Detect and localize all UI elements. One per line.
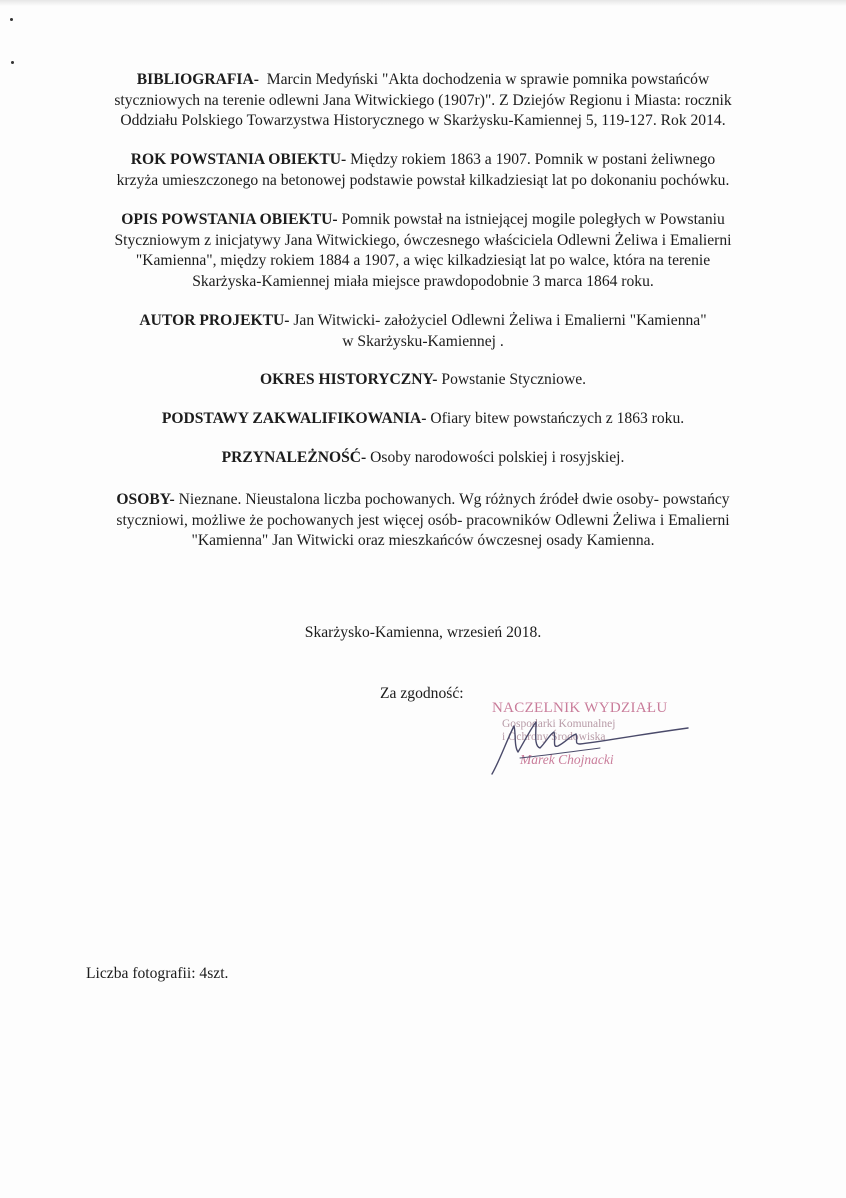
section-label: OKRES HISTORYCZNY- xyxy=(259,371,438,388)
stamp-department-line: i Ochrony Środowiska xyxy=(502,731,606,743)
scan-top-edge xyxy=(0,0,846,6)
certification-label: Za zgodność: xyxy=(380,685,464,702)
section-opis-powstania xyxy=(60,210,786,292)
section-label: ROK POWSTANIA OBIEKTU- xyxy=(130,151,347,168)
section-line: styczniowi, możliwe że pochowanych jest więcej osób- pracowników Odlewni Żeliwa i Emalierni xyxy=(116,511,730,529)
section-line: Styczniowym z inicjatywy Jana Witwickiego, ówczesnego właściciela Odlewni Żeliwa i Emalierni xyxy=(114,231,732,249)
section-line: Oddziału Polskiego Towarzystwa Historycznego w Skarżysku-Kamiennej 5, 119-127. Rok 2014. xyxy=(120,112,726,129)
section-label: PRZYNALEŻNOŚĆ- xyxy=(221,449,367,466)
section-line: "Kamienna" Jan Witwicki oraz mieszkańców ówczesnej osady Kamienna. xyxy=(191,532,655,549)
section-label: PODSTAWY ZAKWALIFIKOWANIA- xyxy=(161,410,427,427)
section-label: BIBLIOGRAFIA- xyxy=(136,71,259,88)
place-date: Skarżysko-Kamienna, wrzesień 2018. xyxy=(304,624,542,641)
section-label: AUTOR PROJEKTU- xyxy=(139,312,290,329)
section-line: Skarżyska-Kamiennej miała miejsce prawdopodobnie 3 marca 1864 roku. xyxy=(192,272,654,290)
photo-count: Liczba fotografii: 4szt. xyxy=(86,965,229,982)
section-autor-projektu xyxy=(60,311,786,352)
section-line: "Kamienna", między rokiem 1884 a 1907, a więc kilkadziesiąt lat po walce, która na terenie xyxy=(135,252,711,269)
section-okres-historyczny xyxy=(60,370,786,391)
scan-speck xyxy=(11,61,14,64)
section-line: Nieznane. Nieustalona liczba pochowanych. Wg różnych źródeł dwie osoby- powstańcy xyxy=(178,491,730,508)
section-line: w Skarżysku-Kamiennej . xyxy=(342,332,504,350)
section-osoby xyxy=(60,490,786,552)
section-line: styczniowych na terenie odlewni Jana Witwickiego (1907r)". Z Dziejów Regionu i Miasta: rocznik xyxy=(114,91,732,109)
section-line: Pomnik powstał na istniejącej mogile poległych w Powstaniu xyxy=(341,211,725,228)
section-line: Powstanie Styczniowe. xyxy=(441,371,587,388)
section-label: OPIS POWSTANIA OBIEKTU- xyxy=(121,211,338,228)
section-line: krzyża umieszczonego na betonowej podstawie powstał kilkadziesiąt lat po dokonaniu pochówku. xyxy=(116,171,730,189)
section-line: Ofiary bitew powstańczych z 1863 roku. xyxy=(430,410,685,427)
section-line: Marcin Medyński "Akta dochodzenia w sprawie pomnika powstańców xyxy=(266,71,710,88)
section-bibliografia xyxy=(60,70,786,132)
stamp-department-line: Gospodarki Komunalnej xyxy=(502,718,616,730)
section-line: Jan Witwicki- założyciel Odlewni Żeliwa i Emalierni "Kamienna" xyxy=(293,312,707,329)
section-label: OSOBY- xyxy=(116,491,175,508)
section-podstawy-zakwalifikowania xyxy=(60,409,786,430)
scan-speck xyxy=(10,18,13,21)
stamp-title: NACZELNIK WYDZIAŁU xyxy=(492,700,668,716)
stamp-name: Marek Chojnacki xyxy=(520,752,614,767)
section-line: Między rokiem 1863 a 1907. Pomnik w postani żeliwnego xyxy=(350,151,716,168)
handwritten-signature xyxy=(480,712,700,782)
section-rok-powstania xyxy=(60,150,786,191)
section-line: Osoby narodowości polskiej i rosyjskiej. xyxy=(370,449,625,466)
section-przynaleznosc xyxy=(60,448,786,469)
